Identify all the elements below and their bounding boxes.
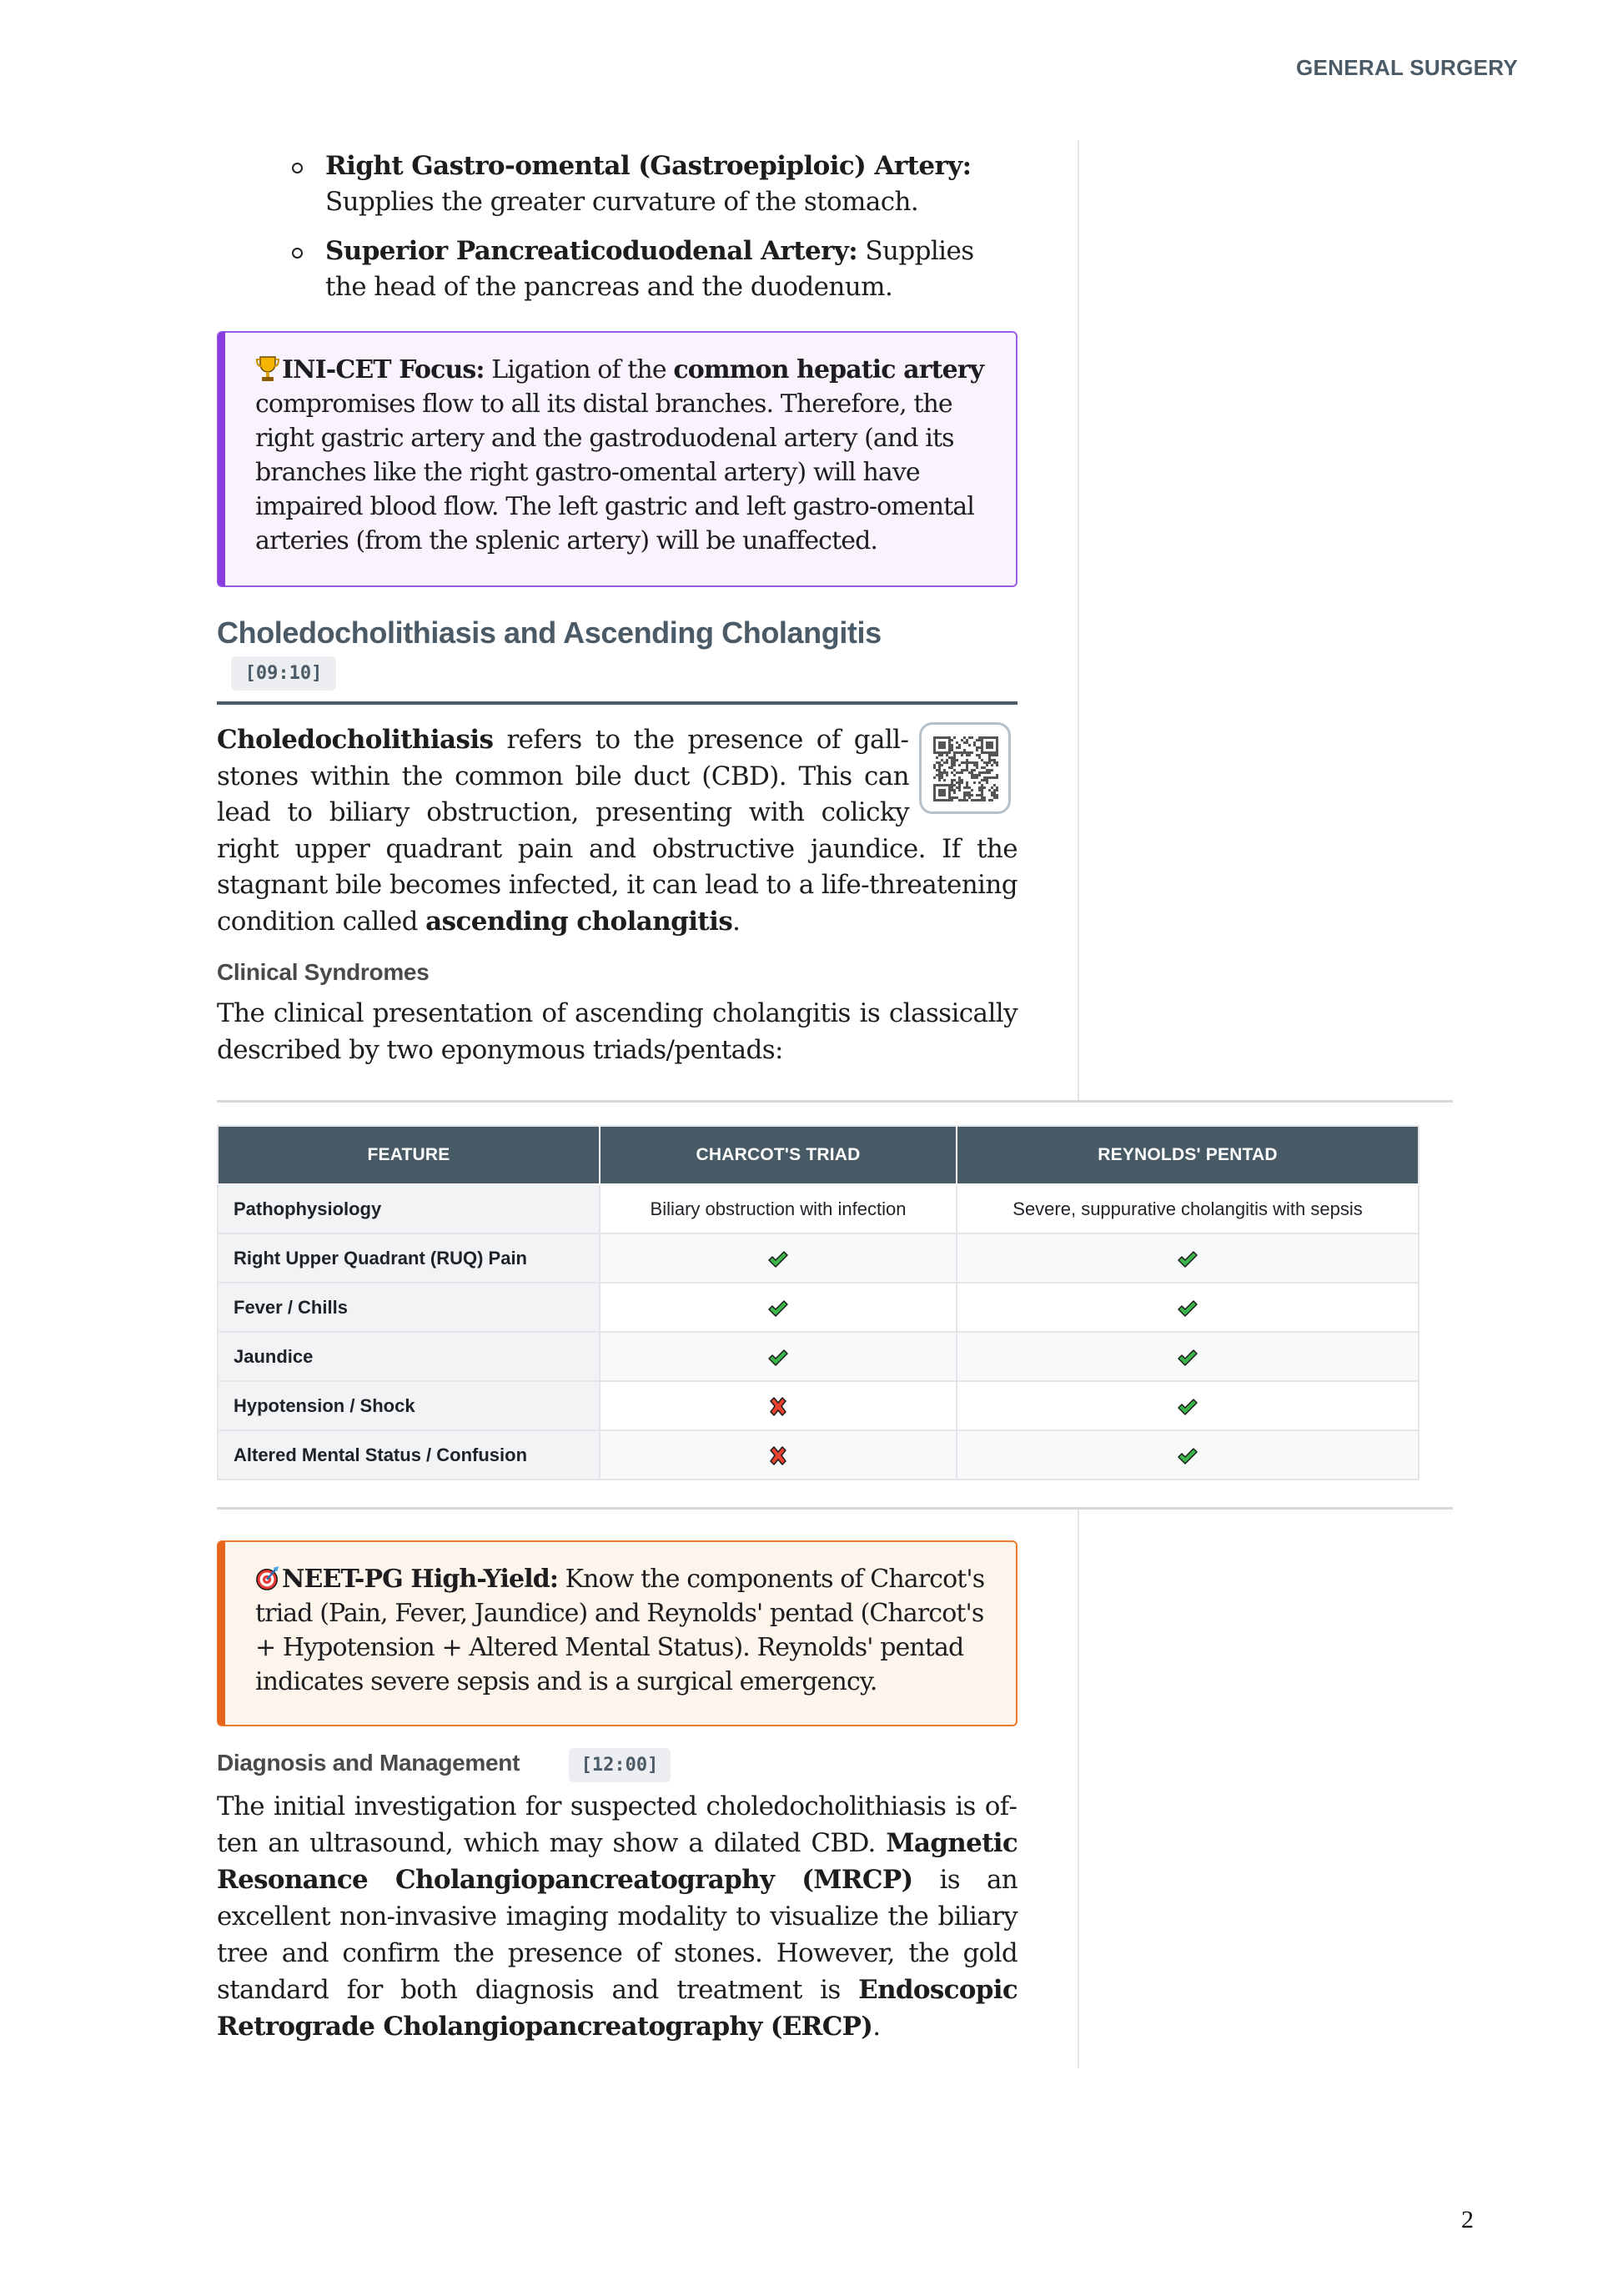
- callout-label: NEET-PG High-Yield:: [282, 1565, 558, 1594]
- page-number: 2: [1461, 2206, 1474, 2233]
- target-dart-icon: [255, 1564, 280, 1592]
- reynolds-cell: Severe, suppurative cholangitis with sepsis: [957, 1184, 1419, 1233]
- artery-list: [275, 148, 992, 319]
- paragraph-text: .: [872, 2012, 881, 2042]
- table-row: [218, 1283, 1419, 1332]
- term-emphasis: Magnetic Resonance Cholangiopancreatography (MRCP): [217, 1828, 1018, 1895]
- diagnosis-heading: Diagnosis and Management: [217, 1750, 520, 1776]
- column-header-feature: FEATURE: [218, 1126, 600, 1184]
- neet-pg-callout: [217, 1540, 1018, 1726]
- check-mark-icon: [1177, 1397, 1198, 1417]
- charcot-cell: Biliary obstruction with infection: [600, 1184, 957, 1233]
- paragraph-text: .: [732, 906, 741, 937]
- column-header-reynolds: REYNOLDS' PENTAD: [957, 1126, 1419, 1184]
- table-bottom-rule: [217, 1507, 1453, 1510]
- ini-cet-callout: [217, 331, 1018, 587]
- check-mark-icon: [767, 1299, 789, 1319]
- table-top-rule: [217, 1100, 1453, 1103]
- bullet-circle-icon: [292, 248, 303, 259]
- reynolds-cell: [957, 1283, 1419, 1332]
- check-mark-icon: [1177, 1348, 1198, 1368]
- check-mark-icon: [1177, 1249, 1198, 1269]
- artery-term: Superior Pancreaticoduodenal Artery:: [325, 236, 858, 266]
- term-emphasis: ascending cholangitis: [425, 906, 733, 937]
- cross-mark-icon: [767, 1397, 789, 1417]
- reynolds-cell: [957, 1332, 1419, 1381]
- clinical-syndromes-heading: Clinical Syndromes: [217, 959, 430, 985]
- cross-mark-icon: [767, 1446, 789, 1466]
- term-emphasis: Endoscopic Retrograde Cholangiopancreatography (ERCP): [217, 1975, 1018, 2042]
- clinical-syndromes-paragraph: The clinical presentation of ascending cholangitis is classically described by two eponymous triads/pentads:: [217, 998, 1018, 1065]
- table-header-row: [218, 1126, 1419, 1184]
- column-divider: [1078, 1510, 1079, 2068]
- feature-cell: Pathophysiology: [218, 1184, 600, 1233]
- callout-emphasis: common hepatic artery: [673, 355, 984, 384]
- section-title-rule: [217, 701, 1018, 705]
- table-row: [218, 1332, 1419, 1381]
- charcot-cell: [600, 1233, 957, 1283]
- list-item: [275, 148, 992, 220]
- reynolds-cell: [957, 1233, 1419, 1283]
- paragraph-text: The initial investigation for suspected choledocholithiasis is often an ultrasound, which may show a dilated CBD.: [217, 1791, 1018, 1858]
- table-row: [218, 1381, 1419, 1430]
- callout-text: compromises flow to all its distal branches. Therefore, the right gastric artery and the gastroduodenal artery (and its branches like the right gastro-omental artery) will have impaired blood flow. The left gastric and left gastro-omental arteries (from the splenic artery) will be unaffected.: [255, 389, 974, 555]
- check-mark-icon: [767, 1249, 789, 1269]
- running-header: GENERAL SURGERY: [1296, 55, 1518, 80]
- trophy-icon: [255, 354, 280, 383]
- feature-cell: Hypotension / Shock: [218, 1381, 600, 1430]
- diagnosis-paragraph: [217, 1788, 1018, 2045]
- charcot-cell: [600, 1283, 957, 1332]
- feature-cell: Jaundice: [218, 1332, 600, 1381]
- column-divider: [1078, 140, 1079, 1101]
- check-mark-icon: [1177, 1299, 1198, 1319]
- feature-cell: Fever / Chills: [218, 1283, 600, 1332]
- list-item: [275, 234, 992, 305]
- term-emphasis: Choledocholithiasis: [217, 725, 494, 755]
- bullet-circle-icon: [292, 163, 303, 173]
- feature-cell: Altered Mental Status / Confusion: [218, 1430, 600, 1480]
- column-header-charcot: CHARCOT'S TRIAD: [600, 1126, 957, 1184]
- callout-text: Know the components of Charcot's triad (Pain, Fever, Jaundice) and Reynolds' pentad (Charcot's + Hypotension + Altered Mental Status). Reynolds' pentad indicates severe sepsis and is a surgical emergency.: [255, 1565, 985, 1696]
- syndrome-comparison-table: [217, 1125, 1419, 1480]
- paragraph-text: is an excellent non-invasive imaging modality to visualize the biliary tree and confirm the presence of stones. However, the gold standard for both diagnosis and treatment is: [217, 1865, 1018, 2005]
- table-row: [218, 1184, 1419, 1233]
- timestamp-badge[interactable]: [12:00]: [569, 1748, 671, 1782]
- artery-description: Supplies the head of the pancreas and the duodenum.: [325, 236, 974, 302]
- charcot-cell: [600, 1332, 957, 1381]
- check-mark-icon: [1177, 1446, 1198, 1466]
- table-row: [218, 1430, 1419, 1480]
- paragraph-text: refers to the presence of gallstones within the common bile duct (CBD). This can lead to biliary obstruction, presenting with colicky right upper quadrant pain and obstructive jaundice. If the stagnant bile becomes infected, it can lead to a life-threatening condition called: [217, 725, 1018, 937]
- timestamp-badge[interactable]: [09:10]: [231, 656, 336, 691]
- callout-accent-bar: [218, 1541, 225, 1726]
- artery-description: Supplies the greater curvature of the stomach.: [325, 187, 919, 217]
- check-mark-icon: [767, 1348, 789, 1368]
- callout-accent-bar: [218, 332, 225, 586]
- callout-text: Ligation of the: [491, 355, 666, 384]
- callout-label: INI-CET Focus:: [282, 355, 485, 384]
- charcot-cell: [600, 1381, 957, 1430]
- table-row: [218, 1233, 1419, 1283]
- artery-term: Right Gastro-omental (Gastroepiploic) Artery:: [325, 151, 972, 181]
- reynolds-cell: [957, 1381, 1419, 1430]
- feature-cell: Right Upper Quadrant (RUQ) Pain: [218, 1233, 600, 1283]
- intro-paragraph: [217, 722, 1018, 941]
- charcot-cell: [600, 1430, 957, 1480]
- reynolds-cell: [957, 1430, 1419, 1480]
- section-title: Choledocholithiasis and Ascending Cholangitis: [217, 615, 882, 650]
